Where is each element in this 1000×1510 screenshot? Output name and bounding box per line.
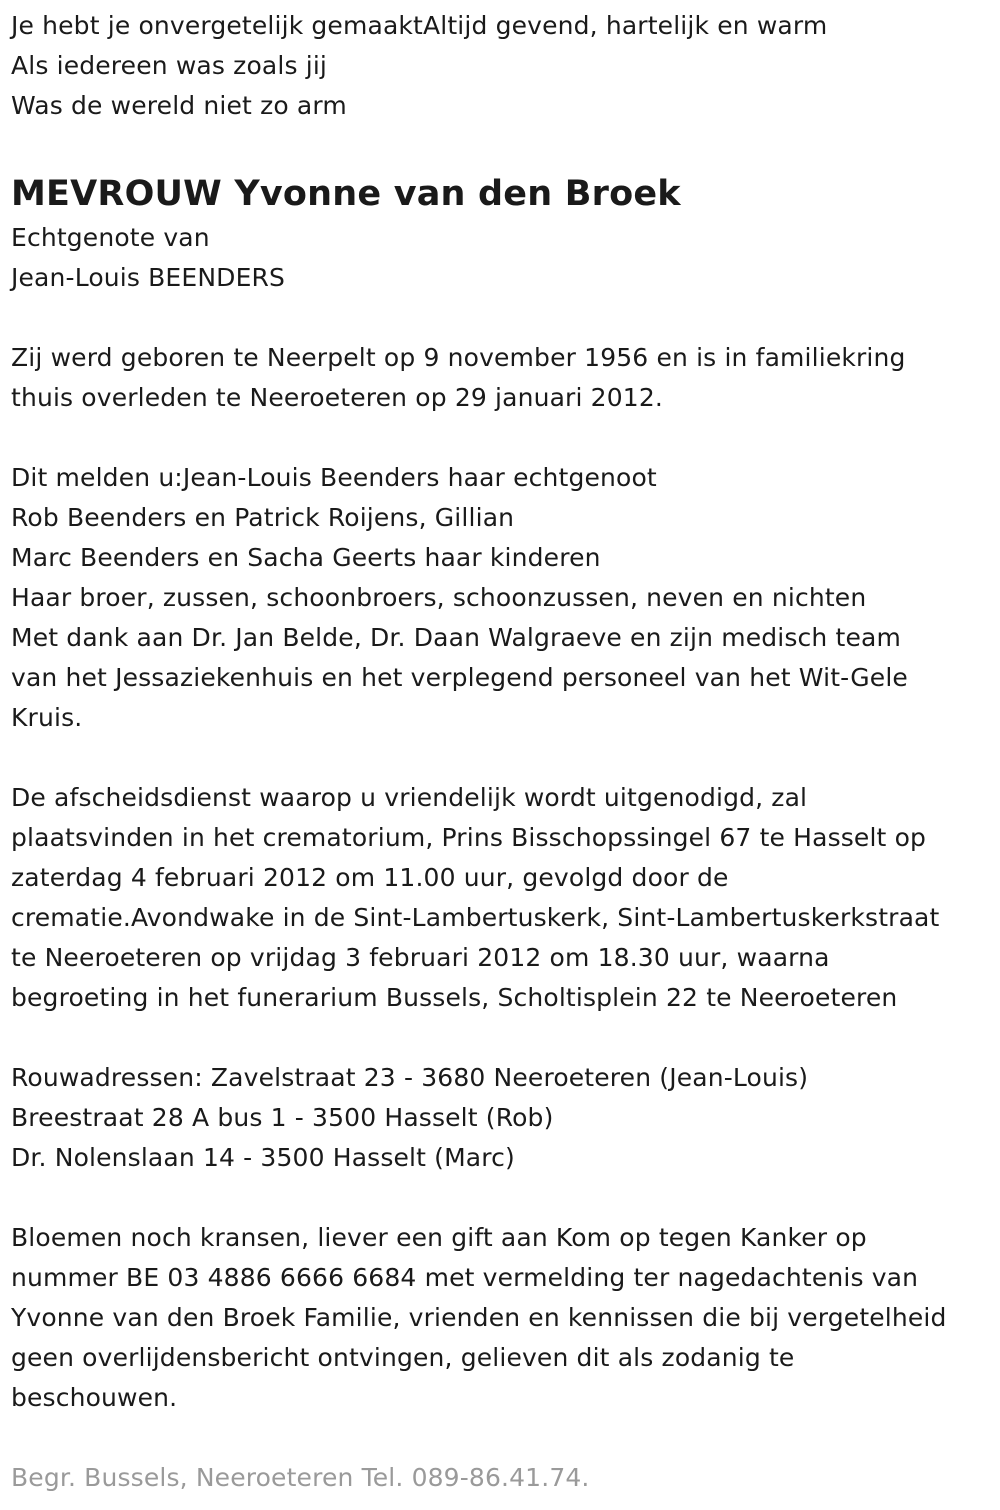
announcement-line: Marc Beenders en Sacha Geerts haar kinderen	[11, 543, 601, 572]
funeral-home-footer: Begr. Bussels, Neeroeteren Tel. 089-86.41.74.	[11, 1463, 590, 1492]
poem-line: Als iedereen was zoals jij	[11, 51, 328, 80]
announcement-line: Dit melden u:Jean-Louis Beenders haar echtgenoot	[11, 463, 657, 492]
spacer	[11, 1178, 1000, 1218]
address-line: Dr. Nolenslaan 14 - 3500 Hasselt (Marc)	[11, 1143, 515, 1172]
flowers-line: nummer BE 03 4886 6666 6684 met vermelding ter nagedachtenis van	[11, 1263, 919, 1292]
spouse-block	[11, 218, 1000, 298]
poem-line: Was de wereld niet zo arm	[11, 91, 347, 120]
ceremony-line: crematie.Avondwake in de Sint-Lambertuskerk, Sint-Lambertuskerkstraat	[11, 903, 940, 932]
ceremony-line: te Neeroeteren op vrijdag 3 februari 2012 om 18.30 uur, waarna	[11, 943, 830, 972]
spouse-line: Echtgenote van	[11, 223, 210, 252]
spacer	[11, 126, 1000, 166]
spacer	[11, 418, 1000, 458]
ceremony-line: plaatsvinden in het crematorium, Prins Bisschopssingel 67 te Hasselt op	[11, 823, 927, 852]
spacer	[11, 738, 1000, 778]
address-line: Rouwadressen: Zavelstraat 23 - 3680 Neeroeteren (Jean-Louis)	[11, 1063, 809, 1092]
spouse-line: Jean-Louis BEENDERS	[11, 263, 286, 292]
addresses-block	[11, 1058, 1000, 1178]
birth-death-block	[11, 338, 1000, 418]
flowers-line: Bloemen noch kransen, liever een gift aan Kom op tegen Kanker op	[11, 1223, 867, 1252]
ceremony-line: begroeting in het funerarium Bussels, Scholtisplein 22 te Neeroeteren	[11, 983, 898, 1012]
announcement-line: van het Jessaziekenhuis en het verplegend personeel van het Wit-Gele	[11, 663, 908, 692]
poem-line: Je hebt je onvergetelijk gemaaktAltijd gevend, hartelijk en warm	[11, 11, 828, 40]
ceremony-line: De afscheidsdienst waarop u vriendelijk wordt uitgenodigd, zal	[11, 783, 808, 812]
flowers-line: beschouwen.	[11, 1383, 178, 1412]
ceremony-block	[11, 778, 1000, 1018]
spacer	[11, 1418, 1000, 1458]
announcement-block	[11, 458, 1000, 738]
address-line: Breestraat 28 A bus 1 - 3500 Hasselt (Rob)	[11, 1103, 554, 1132]
flowers-block	[11, 1218, 1000, 1418]
birth-death-line: Zij werd geboren te Neerpelt op 9 november 1956 en is in familiekring	[11, 343, 906, 372]
birth-death-line: thuis overleden te Neeroeteren op 29 januari 2012.	[11, 383, 663, 412]
ceremony-line: zaterdag 4 februari 2012 om 11.00 uur, gevolgd door de	[11, 863, 729, 892]
deceased-name-title: MEVROUW Yvonne van den Broek	[11, 174, 681, 214]
flowers-line: Yvonne van den Broek Familie, vrienden en kennissen die bij vergetelheid	[11, 1303, 947, 1332]
poem	[11, 6, 1000, 126]
announcement-line: Met dank aan Dr. Jan Belde, Dr. Daan Walgraeve en zijn medisch team	[11, 623, 901, 652]
announcement-line: Rob Beenders en Patrick Roijens, Gillian	[11, 503, 515, 532]
spacer	[11, 1018, 1000, 1058]
flowers-line: geen overlijdensbericht ontvingen, gelieven dit als zodanig te	[11, 1343, 795, 1372]
announcement-line: Kruis.	[11, 703, 83, 732]
spacer	[11, 298, 1000, 338]
announcement-line: Haar broer, zussen, schoonbroers, schoonzussen, neven en nichten	[11, 583, 867, 612]
